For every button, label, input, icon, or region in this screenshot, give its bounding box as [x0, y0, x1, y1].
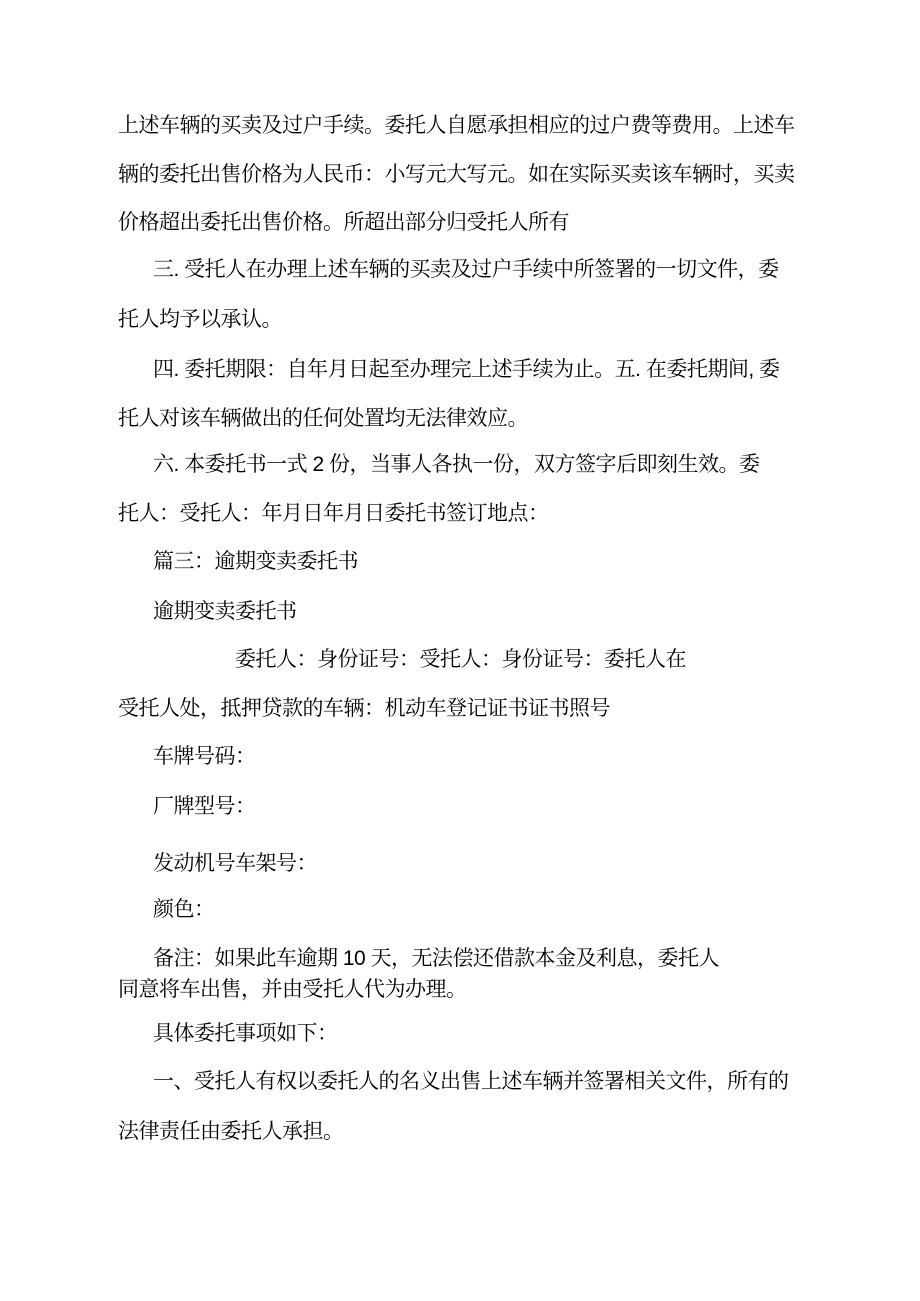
text-line: 一、受托人有权以委托人的名义出售上述车辆并签署相关文件，所有的: [153, 1070, 789, 1093]
text-line: 车牌号码：: [153, 745, 256, 768]
text-line: 篇三：逾期变卖委托书: [153, 550, 358, 573]
text-line: 委托人：身份证号：受托人：身份证号：委托人在: [235, 648, 686, 671]
text-line: 备注：如果此车逾期 10 天，无法偿还借款本金及利息，委托人: [153, 947, 720, 970]
text-line: 厂牌型号：: [153, 795, 256, 818]
text-line: 具体委托事项如下：: [153, 1022, 338, 1045]
text-line: 逾期变卖委托书: [153, 600, 297, 623]
text-line: 辆的委托出售价格为人民币：小写元大写元。如在实际买卖该车辆时，买卖: [118, 163, 795, 186]
text-line: 价格超出委托出售价格。所超出部分归受托人所有: [118, 211, 569, 234]
text-line: 上述车辆的买卖及过户手续。委托人自愿承担相应的过户费等费用。上述车: [118, 114, 795, 137]
text-line: 托人均予以承认。: [118, 308, 282, 331]
text-line: 发动机号车架号：: [153, 852, 317, 875]
text-line: 托人对该车辆做出的任何处置均无法律效应。: [118, 407, 528, 430]
text-line: 法律责任由委托人承担。: [118, 1120, 344, 1143]
text-line: 六. 本委托书一式 2 份，当事人各执一份，双方签字后即刻生效。委: [153, 453, 760, 476]
text-line: 托人：受托人：年月日年月日委托书签订地点：: [118, 502, 549, 525]
text-line: 同意将车出售，并由受托人代为办理。: [118, 978, 467, 1001]
text-line: 颜色：: [153, 898, 215, 921]
text-line: 四. 委托期限：自年月日起至办理完上述手续为止。五. 在委托期间, 委: [153, 358, 780, 381]
text-line: 受托人处，抵押贷款的车辆：机动车登记证书证书照号: [118, 697, 610, 720]
text-line: 三. 受托人在办理上述车辆的买卖及过户手续中所签署的一切文件，委: [153, 258, 779, 281]
